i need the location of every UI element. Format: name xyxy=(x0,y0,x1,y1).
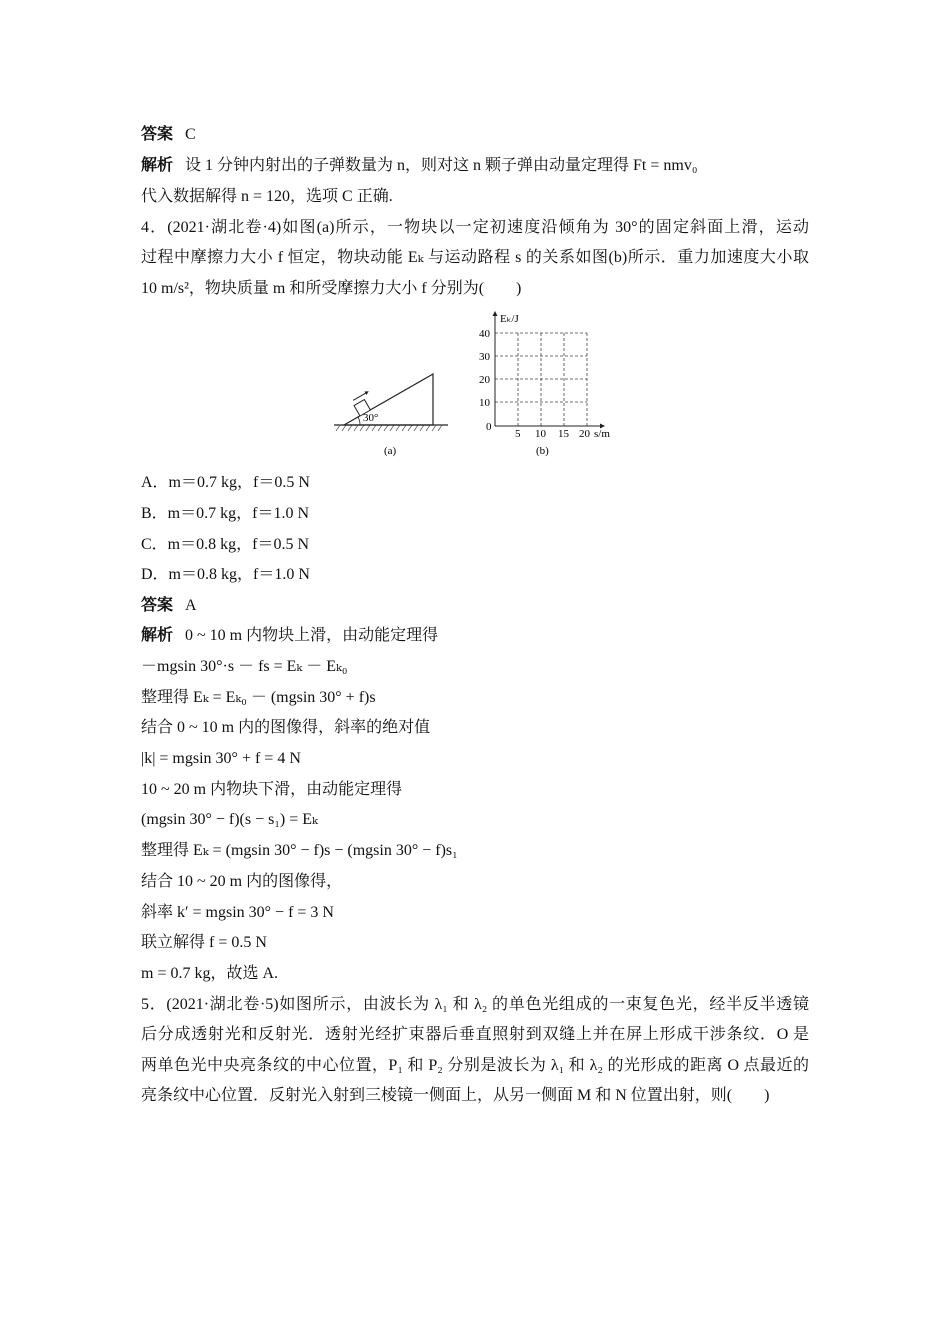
question-5-line-4: 亮条纹中心位置．反射光入射到三棱镜一侧面上，从另一侧面 M 和 N 位置出射，则( ) xyxy=(141,1087,770,1104)
equation-line: (mgsin 30° − f)(s − s₁) = Eₖ xyxy=(141,811,318,828)
question-5-line-3: 两单色光中央亮条纹的中心位置，P₁ 和 P₂ 分别是波长为 λ₁ 和 λ₂ 的光形成的距离 O 点最近的 xyxy=(141,1057,809,1074)
equation-line: 联立解得 f = 0.5 N xyxy=(141,934,267,951)
equation-line: m = 0.7 kg，故选 A. xyxy=(141,965,279,982)
analysis-label: 解析 xyxy=(141,627,174,644)
x-tick: 5 xyxy=(515,428,521,440)
y-tick: 30 xyxy=(479,351,490,363)
analysis-text: 设 1 分钟内射出的子弹数量为 n，则对这 n 颗子弹由动量定理得 Ft = nmv₀ xyxy=(185,157,698,174)
x-tick: 10 xyxy=(535,428,546,440)
equation-line: 结合 10 ~ 20 m 内的图像得， xyxy=(141,873,343,890)
equation-line: 斜率 k′ = mgsin 30° − f = 3 N xyxy=(141,904,334,921)
question-4-line-1: 4．(2021·湖北卷·4)如图(a)所示，一物块以一定初速度沿倾角为 30°的固定斜面上滑，运动 xyxy=(141,219,809,236)
answer-label: 答案 xyxy=(141,597,174,614)
analysis-line-2 xyxy=(141,625,438,647)
x-tick: 15 xyxy=(558,428,569,440)
answer-line-2 xyxy=(141,595,197,617)
x-tick: 20 xyxy=(579,428,590,440)
option-c: C．m＝0.8 kg，f＝0.5 N xyxy=(141,536,310,553)
caption-b: (b) xyxy=(536,445,549,457)
y-axis-label: Eₖ/J xyxy=(500,313,519,325)
equation-line: |k| = mgsin 30° + f = 4 N xyxy=(141,750,301,767)
equation-line: 结合 0 ~ 10 m 内的图像得，斜率的绝对值 xyxy=(141,719,431,736)
answer-line-1 xyxy=(141,124,196,146)
answer-value: A xyxy=(185,597,197,614)
question-4-figure xyxy=(330,308,630,460)
incline-diagram xyxy=(334,374,448,457)
caption-a: (a) xyxy=(384,445,397,457)
equation-line: 整理得 Eₖ = Eₖ₀ － (mgsin 30° + f)s xyxy=(141,689,376,706)
option-d: D．m＝0.8 kg，f＝1.0 N xyxy=(141,566,310,583)
analysis-text: 0 ~ 10 m 内物块上滑，由动能定理得 xyxy=(185,627,439,644)
question-5-line-2: 后分成透射光和反射光．透射光经扩束器后垂直照射到双缝上并在屏上形成干涉条纹．O 是 xyxy=(141,1026,809,1043)
question-5-line-1: 5．(2021·湖北卷·5)如图所示，由波长为 λ₁ 和 λ₂ 的单色光组成的一束复色光，经半反半透镜 xyxy=(141,996,809,1013)
answer-label: 答案 xyxy=(141,126,174,143)
y-tick: 20 xyxy=(479,374,490,386)
option-a: A．m＝0.7 kg，f＝0.5 N xyxy=(141,474,310,491)
analysis-label: 解析 xyxy=(141,157,174,174)
answer-value: C xyxy=(185,126,196,143)
equation-line: 10 ~ 20 m 内物块下滑，由动能定理得 xyxy=(141,781,403,798)
question-4-line-3: 10 m/s²，物块质量 m 和所受摩擦力大小 f 分别为( ) xyxy=(141,280,522,297)
angle-label: 30° xyxy=(363,412,379,424)
y-tick: 40 xyxy=(479,328,490,340)
text-line: 代入数据解得 n = 120，选项 C 正确. xyxy=(141,188,393,205)
x-axis-label: s/m xyxy=(594,428,610,440)
y-tick: 10 xyxy=(479,397,490,409)
ek-s-graph xyxy=(479,311,610,457)
equation-line: 整理得 Eₖ = (mgsin 30° − f)s − (mgsin 30° − f)s₁ xyxy=(141,842,458,859)
origin-label: 0 xyxy=(486,421,492,433)
option-b: B．m＝0.7 kg，f＝1.0 N xyxy=(141,505,310,522)
equation-line: －mgsin 30°·s － fs = Eₖ － Eₖ₀ xyxy=(141,658,348,675)
question-4-line-2: 过程中摩擦力大小 f 恒定，物块动能 Eₖ 与运动路程 s 的关系如图(b)所示．重力加速度大小取 xyxy=(141,249,809,266)
analysis-line-1 xyxy=(141,155,697,177)
